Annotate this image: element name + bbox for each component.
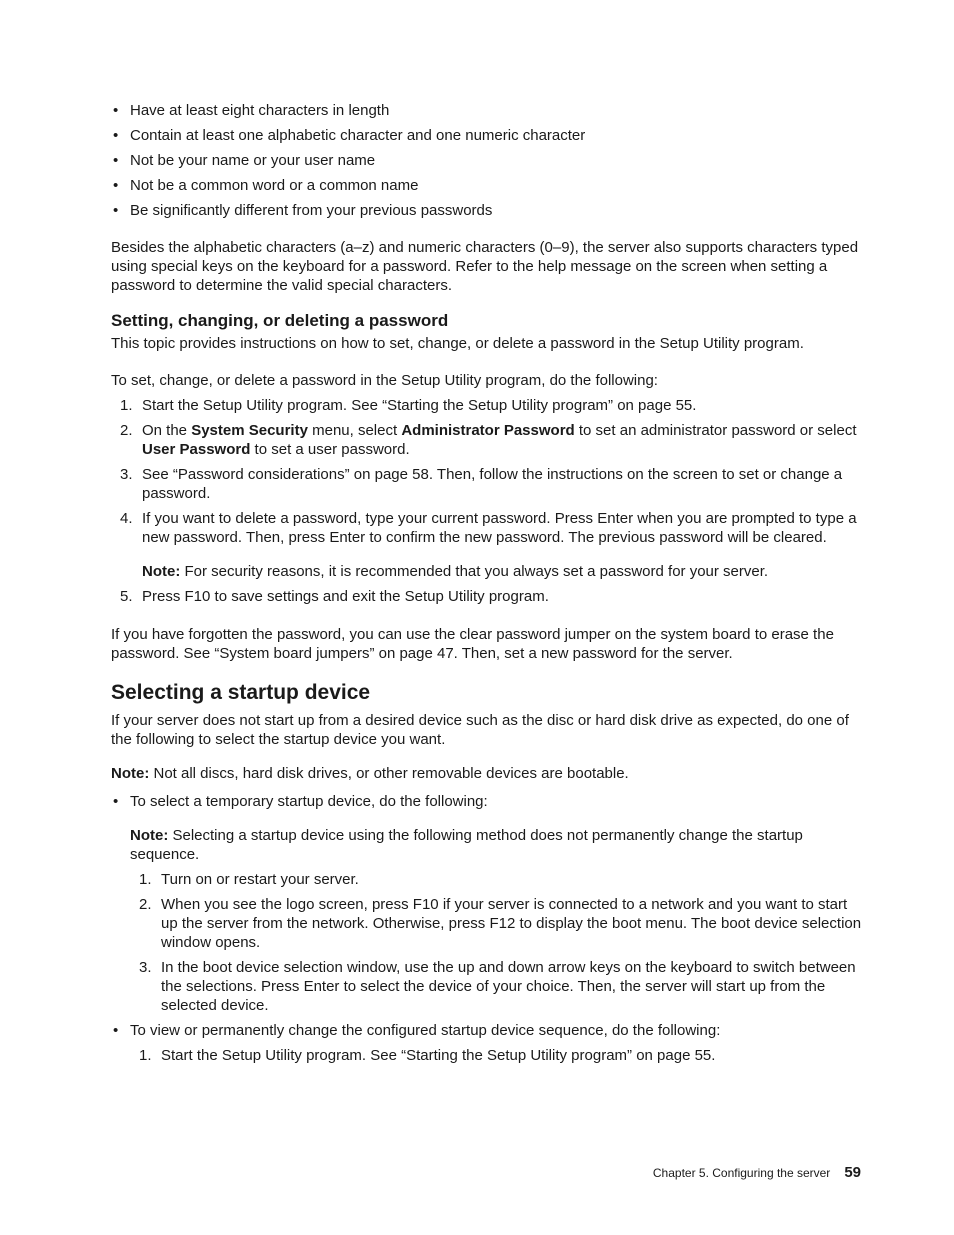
option-lead: To select a temporary startup device, do the following: [130, 793, 488, 810]
temporary-device-steps [130, 870, 863, 1015]
page-number: 59 [844, 1164, 861, 1181]
step-text: If you want to delete a password, type your current password. Press Enter when you are prompted to type a new password. Then, press Enter to confirm the new password. The previous password will be cleared. [142, 510, 857, 546]
list-item: • Be significantly different from your previous passwords [111, 201, 863, 220]
list-item: • Have at least eight characters in length [111, 101, 863, 120]
step-text: Start the Setup Utility program. See “Starting the Setup Utility program” on page 55. [142, 397, 697, 414]
option-lead: To view or permanently change the configured startup device sequence, do the following: [130, 1022, 721, 1039]
note [111, 764, 863, 783]
list-item [111, 792, 863, 1015]
list-item [130, 895, 863, 952]
password-requirements-list [111, 101, 863, 220]
note-label: Note: [111, 765, 150, 782]
list-item [130, 870, 863, 889]
menu-option: Administrator Password [401, 422, 575, 439]
permanent-sequence-steps [130, 1046, 863, 1065]
step-number: 5. [120, 588, 133, 605]
step-number: 4. [120, 510, 133, 527]
step-text: On the [142, 422, 192, 439]
note [142, 562, 863, 581]
list-item [111, 465, 863, 503]
password-steps-list [111, 396, 863, 606]
list-item [130, 1046, 863, 1065]
step-number: 3. [120, 466, 133, 483]
page-content [111, 101, 863, 1065]
step-text: to set an administrator password or select [574, 422, 857, 439]
list-item: • Not be your name or your user name [111, 151, 863, 170]
step-number: 2. [139, 896, 152, 913]
step-number: 3. [139, 959, 152, 976]
note-label: Note: [130, 827, 169, 844]
step-text: Press F10 to save settings and exit the Setup Utility program. [142, 588, 549, 605]
menu-name: System Security [191, 422, 308, 439]
note-text: For security reasons, it is recommended that you always set a password for your server. [180, 563, 769, 580]
note [130, 826, 863, 864]
step-text: When you see the logo screen, press F10 if your server is connected to a network and you want to start up the server from the network. Otherwise, press F12 to display the boot menu. The boot device selection window opens. [161, 896, 862, 951]
steps-lead: To set, change, or delete a password in the Setup Utility program, do the following: [111, 372, 658, 389]
step-number: 1. [139, 1047, 152, 1064]
list-item [111, 509, 863, 581]
list-item [111, 421, 863, 459]
step-number: 1. [120, 397, 133, 414]
menu-option: User Password [142, 441, 251, 458]
step-text: to set a user password. [250, 441, 410, 458]
step-text: Turn on or restart your server. [161, 871, 359, 888]
step-text: Start the Setup Utility program. See “Starting the Setup Utility program” on page 55. [161, 1047, 716, 1064]
section-heading-setting-password: Setting, changing, or deleting a password [111, 311, 449, 330]
note-label: Note: [142, 563, 181, 580]
note-text: Not all discs, hard disk drives, or other removable devices are bootable. [149, 765, 629, 782]
list-item: • Contain at least one alphabetic character and one numeric character [111, 126, 863, 145]
list-item [130, 958, 863, 1015]
section-intro: If your server does not start up from a desired device such as the disc or hard disk drive as expected, do one of the following to select the startup device you want. [111, 712, 849, 748]
section-heading-startup-device: Selecting a startup device [111, 681, 371, 704]
forgotten-password-paragraph: If you have forgotten the password, you can use the clear password jumper on the system board to erase the password. See “System board jumpers” on page 47. Then, set a new password for the server. [111, 626, 834, 662]
step-number: 2. [120, 422, 133, 439]
startup-options-list [111, 792, 863, 1065]
list-item: • Not be a common word or a common name [111, 176, 863, 195]
step-number: 1. [139, 871, 152, 888]
chapter-title: Chapter 5. Configuring the server [652, 1166, 831, 1180]
special-characters-paragraph: Besides the alphabetic characters (a–z) and numeric characters (0–9), the server also supports characters typed using special keys on the keyboard for a password. Refer to the help message on the screen when setting a password to determine the valid special characters. [111, 239, 859, 294]
step-text: In the boot device selection window, use the up and down arrow keys on the keyboard to switch between the selections. Press Enter to select the device of your choice. Then, the server will start up from the selected device. [161, 959, 856, 1014]
step-text: menu, select [307, 422, 402, 439]
note-text: Selecting a startup device using the following method does not permanently change the startup sequence. [130, 827, 803, 863]
list-item [111, 396, 863, 415]
step-text: See “Password considerations” on page 58. Then, follow the instructions on the screen to set or change a password. [142, 466, 843, 502]
list-item [111, 1021, 863, 1065]
page-footer [653, 1164, 861, 1182]
section-intro: This topic provides instructions on how to set, change, or delete a password in the Setup Utility program. [111, 335, 804, 352]
list-item [111, 587, 863, 606]
